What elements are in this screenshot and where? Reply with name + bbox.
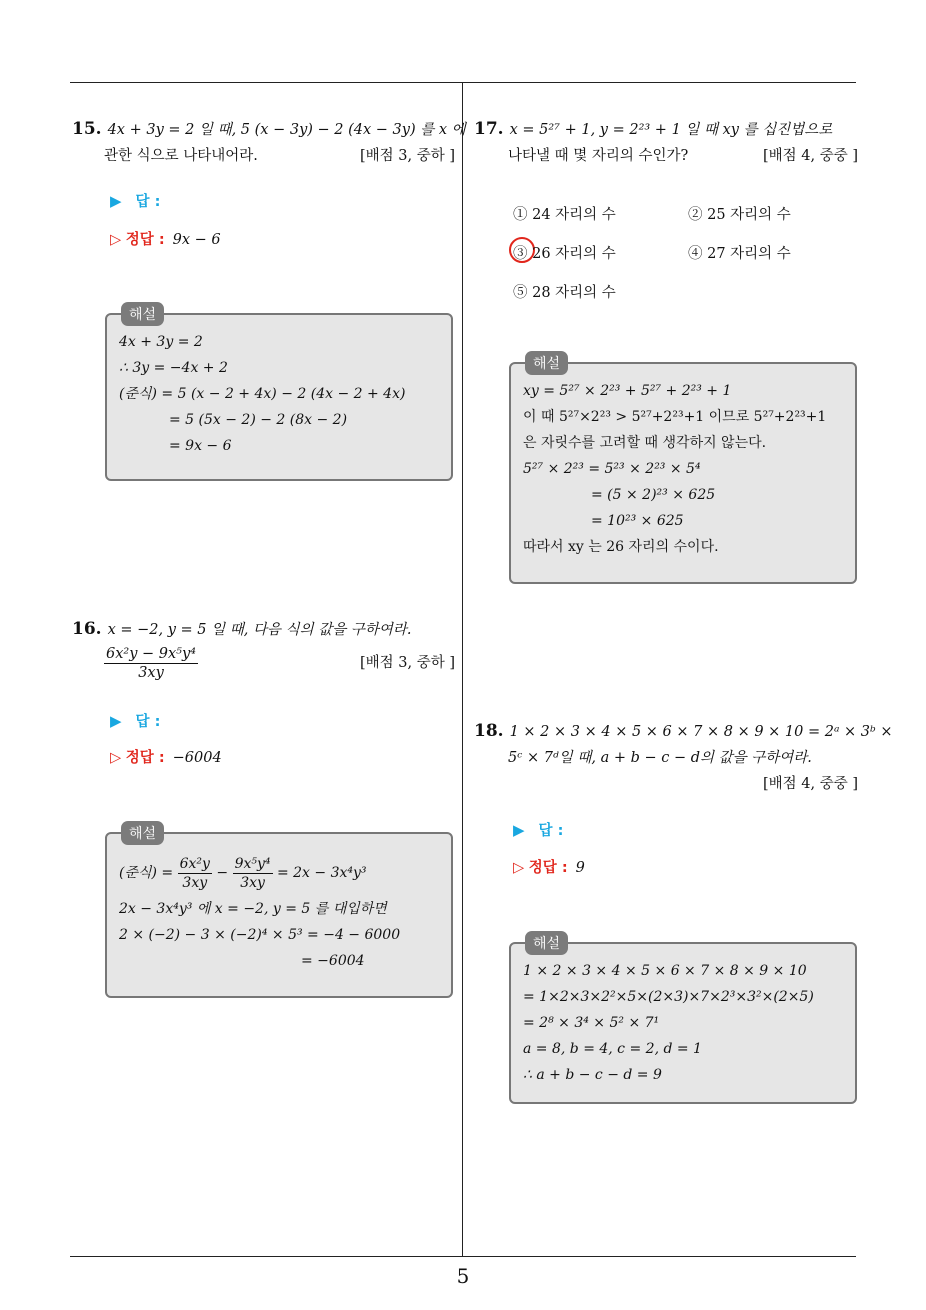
top-rule: [70, 82, 856, 83]
solution-tag: 해설: [525, 351, 568, 375]
solution-line: = −6004: [301, 953, 365, 969]
solution-line: = (5 × 2)²³ × 625: [591, 487, 716, 503]
solution-line: 따라서 xy 는 26 자리의 수이다.: [523, 539, 719, 555]
answer-label: 답 :: [135, 194, 161, 210]
question-number: 18.: [474, 721, 504, 741]
correct-value: 9x − 6: [172, 232, 221, 248]
solution-line: = 2⁸ × 3⁴ × 5² × 7¹: [523, 1015, 660, 1031]
fraction-numerator: 6x²y: [179, 855, 210, 872]
question-text: x = −2, y = 5 일 때, 다음 식의 값을 구하여라.: [107, 622, 412, 638]
column-divider: [462, 82, 463, 1256]
triangle-outline-icon: ▷: [110, 750, 122, 766]
page-number: 5: [456, 1264, 470, 1288]
solution-box: [105, 826, 453, 998]
correct-label: 정답 :: [125, 232, 165, 248]
score-meta: [배점 4, 중중 ]: [762, 148, 858, 164]
solution-tag: 해설: [121, 821, 164, 845]
play-icon: ▶: [110, 192, 122, 210]
solution-line: 은 자릿수를 고려할 때 생각하지 않는다.: [523, 435, 767, 451]
question-number: 16.: [72, 619, 102, 639]
solution-box: [509, 936, 857, 1104]
score-meta: [배점 3, 중하 ]: [359, 655, 455, 671]
solution-line: 이 때 5²⁷×2²³ > 5²⁷+2²³+1 이므로 5²⁷+2²³+1: [523, 409, 827, 425]
question-number: 17.: [474, 119, 504, 139]
solution-line: ∴ a + b − c − d = 9: [523, 1067, 662, 1083]
score-meta: [배점 4, 중중 ]: [762, 776, 858, 792]
solution-line: 1 × 2 × 3 × 4 × 5 × 6 × 7 × 8 × 9 × 10: [523, 963, 807, 979]
solution-fraction: [178, 855, 212, 892]
solution-line: ∴ 3y = −4x + 2: [119, 360, 228, 376]
choice-4[interactable]: ④ 27 자리의 수: [688, 246, 791, 262]
solution-line: xy = 5²⁷ × 2²³ + 5²⁷ + 2²³ + 1: [523, 383, 732, 399]
bottom-rule: [70, 1256, 856, 1257]
correct-value: 9: [575, 860, 585, 876]
solution-tag: 해설: [525, 931, 568, 955]
solution-fraction: [233, 855, 273, 892]
score-meta: [배점 3, 중하 ]: [359, 148, 455, 164]
play-icon: ▶: [513, 821, 525, 839]
fraction-denominator: 3xy: [240, 874, 265, 891]
correct-value: −6004: [172, 750, 222, 766]
answer-line: [110, 710, 160, 731]
solution-line: = 1×2×3×2²×5×(2×3)×7×2³×3²×(2×5): [523, 989, 814, 1005]
solution-line: 2 × (−2) − 3 × (−2)⁴ × 5³ = −4 − 6000: [119, 927, 401, 943]
solution-line: = 10²³ × 625: [591, 513, 684, 529]
answer-line: [513, 819, 563, 840]
answer-label: 답 :: [135, 714, 161, 730]
question-16: [72, 616, 455, 683]
correct-label: 정답 :: [125, 750, 165, 766]
solution-line: = 5 (5x − 2) − 2 (8x − 2): [169, 412, 348, 428]
expression-fraction: [72, 645, 198, 682]
choice-5[interactable]: ⑤ 28 자리의 수: [513, 285, 616, 301]
question-text: x = 5²⁷ + 1, y = 2²³ + 1 일 때 xy 를 십진법으로: [509, 122, 833, 138]
solution-text: = 2x − 3x⁴y³: [276, 865, 367, 881]
solution-line: a = 8, b = 4, c = 2, d = 1: [523, 1041, 702, 1057]
solution-box: [105, 307, 453, 481]
choice-2[interactable]: ② 25 자리의 수: [688, 207, 791, 223]
fraction-denominator: 3xy: [138, 664, 164, 681]
solution-text: (준식) =: [119, 865, 174, 881]
fraction-numerator: 6x²y − 9x⁵y⁴: [106, 645, 196, 662]
question-text: 5ᶜ × 7ᵈ일 때, a + b − c − d의 값을 구하여라.: [508, 750, 812, 766]
fraction-numerator: 9x⁵y⁴: [234, 855, 271, 872]
solution-tag: 해설: [121, 302, 164, 326]
correct-answer-line: [110, 746, 222, 767]
solution-line: = 9x − 6: [169, 438, 232, 454]
solution-box: [509, 356, 857, 584]
correct-label: 정답 :: [528, 860, 568, 876]
question-number: 15.: [72, 119, 102, 139]
triangle-outline-icon: ▷: [513, 860, 525, 876]
solution-text: −: [216, 865, 229, 881]
solution-line: (준식) = 5 (x − 2 + 4x) − 2 (4x − 2 + 4x): [119, 386, 406, 402]
solution-line: 4x + 3y = 2: [119, 334, 203, 350]
answer-label: 답 :: [538, 823, 564, 839]
correct-answer-line: [513, 856, 585, 877]
answer-line: [110, 190, 160, 211]
choice-3[interactable]: ③ 26 자리의 수: [513, 246, 616, 262]
play-icon: ▶: [110, 712, 122, 730]
question-text: 1 × 2 × 3 × 4 × 5 × 6 × 7 × 8 × 9 × 10 = 2ᵃ × 3ᵇ ×: [509, 724, 893, 740]
question-text: 관한 식으로 나타내어라.: [104, 148, 258, 164]
question-15: [72, 116, 466, 169]
question-17: [474, 116, 858, 169]
solution-line: 5²⁷ × 2²³ = 5²³ × 2²³ × 5⁴: [523, 461, 701, 477]
triangle-outline-icon: ▷: [110, 232, 122, 248]
question-text: 나타낼 때 몇 자리의 수인가?: [508, 148, 689, 164]
question-18: [474, 718, 893, 797]
choice-1[interactable]: ① 24 자리의 수: [513, 207, 616, 223]
correct-answer-line: [110, 228, 221, 249]
fraction-denominator: 3xy: [182, 874, 208, 891]
question-text: 4x + 3y = 2 일 때, 5 (x − 3y) − 2 (4x − 3y) 를 x 에: [107, 122, 466, 138]
solution-line: 2x − 3x⁴y³ 에 x = −2, y = 5 를 대입하면: [119, 901, 387, 917]
